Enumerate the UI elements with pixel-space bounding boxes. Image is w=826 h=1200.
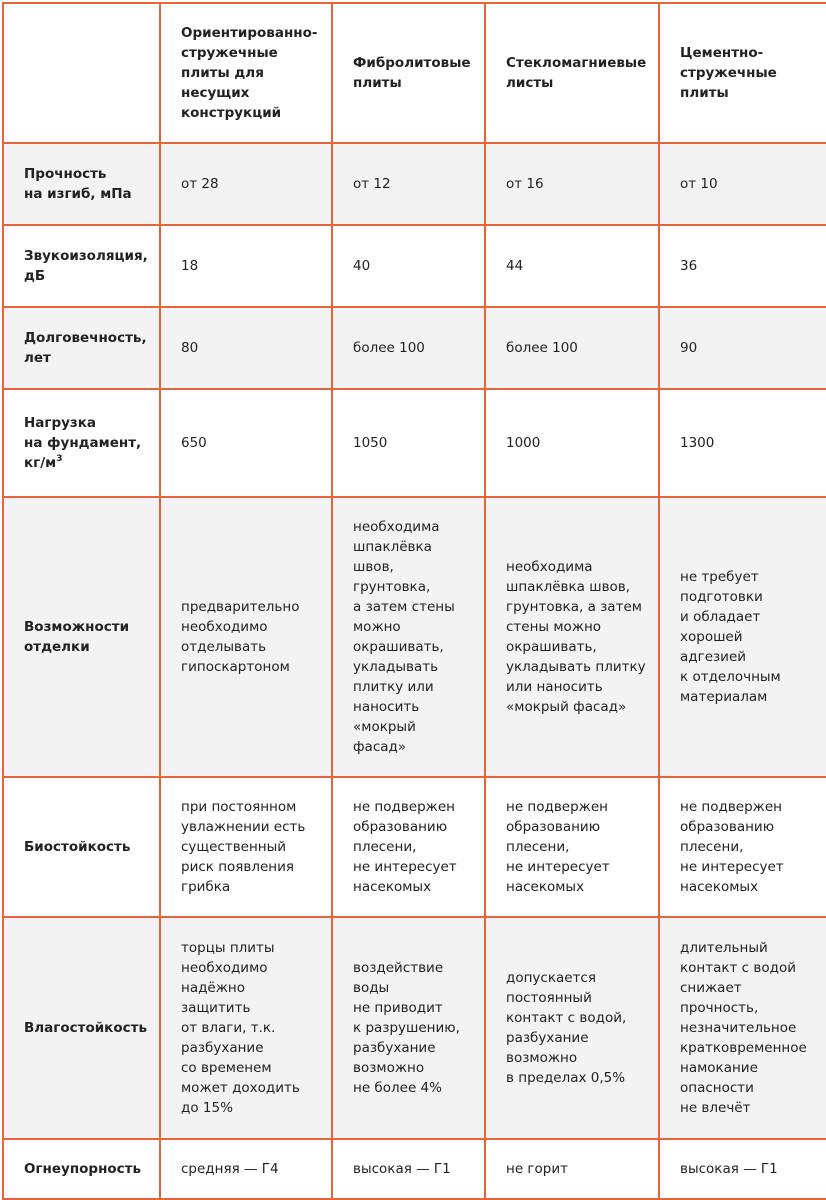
cell-strength-cement-particle: от 10 xyxy=(659,143,826,225)
cell-load-cement-particle: 1300 xyxy=(659,389,826,497)
cell-sound-cement-particle: 36 xyxy=(659,225,826,307)
row-label-moisture-resistance: Влагостойкость xyxy=(3,917,160,1139)
row-sound-insulation xyxy=(3,225,826,307)
column-header-osb: Ориентированно- стружечные плиты для несущих конструкций xyxy=(160,3,332,143)
row-label-durability: Долговечность, лет xyxy=(3,307,160,389)
cell-moisture-osb: торцы плиты необходимо надёжно защитить от влаги, т.к. разбухание со временем может доходить до 15% xyxy=(160,917,332,1139)
column-header-fibrolite: Фибролитовые плиты xyxy=(332,3,485,143)
cell-moisture-cement-particle: длительный контакт с водой снижает прочность, незначительное кратковременное намокание опасности не влечёт xyxy=(659,917,826,1139)
cell-bio-osb: при постоянном увлажнении есть существенный риск появления грибка xyxy=(160,777,332,917)
cell-durability-glass-magnesium: более 100 xyxy=(485,307,659,389)
cell-finishing-glass-magnesium: необходима шпаклёвка швов, грунтовка, а затем стены можно окрашивать, укладывать плитку или наносить «мокрый фасад» xyxy=(485,497,659,777)
cell-durability-cement-particle: 90 xyxy=(659,307,826,389)
cell-fire-osb: средняя — Г4 xyxy=(160,1139,332,1199)
cell-sound-glass-magnesium: 44 xyxy=(485,225,659,307)
row-foundation-load xyxy=(3,389,826,497)
row-label-strength: Прочность на изгиб, мПа xyxy=(3,143,160,225)
cell-load-osb: 650 xyxy=(160,389,332,497)
cell-moisture-glass-magnesium: допускается постоянный контакт с водой, разбухание возможно в пределах 0,5% xyxy=(485,917,659,1139)
cell-bio-cement-particle: не подвержен образованию плесени, не интересует насекомых xyxy=(659,777,826,917)
row-label-sound-insulation: Звукоизоляция, дБ xyxy=(3,225,160,307)
cell-durability-fibrolite: более 100 xyxy=(332,307,485,389)
cell-durability-osb: 80 xyxy=(160,307,332,389)
cell-strength-fibrolite: от 12 xyxy=(332,143,485,225)
cell-strength-osb: от 28 xyxy=(160,143,332,225)
row-label-finishing: Возможности отделки xyxy=(3,497,160,777)
cell-sound-osb: 18 xyxy=(160,225,332,307)
cell-sound-fibrolite: 40 xyxy=(332,225,485,307)
row-label-bio-resistance: Биостойкость xyxy=(3,777,160,917)
cell-finishing-cement-particle: не требует подготовки и обладает хорошей адгезией к отделочным материалам xyxy=(659,497,826,777)
superscript-three: 3 xyxy=(56,454,63,464)
cell-fire-cement-particle: высокая — Г1 xyxy=(659,1139,826,1199)
row-fire-resistance xyxy=(3,1139,826,1199)
cell-moisture-fibrolite: воздействие воды не приводит к разрушению, разбухание возможно не более 4% xyxy=(332,917,485,1139)
row-moisture-resistance xyxy=(3,917,826,1139)
cell-bio-fibrolite: не подвержен образованию плесени, не интересует насекомых xyxy=(332,777,485,917)
row-durability xyxy=(3,307,826,389)
cell-fire-fibrolite: высокая — Г1 xyxy=(332,1139,485,1199)
row-label-fire-resistance: Огнеупорность xyxy=(3,1139,160,1199)
column-header-glass-magnesium: Стекломагниевые листы xyxy=(485,3,659,143)
header-row xyxy=(3,3,826,143)
cell-finishing-fibrolite: необходима шпаклёвка швов, грунтовка, а затем стены можно окрашивать, укладывать плитку или наносить «мокрый фасад» xyxy=(332,497,485,777)
column-header-cement-particle: Цементно- стружечные плиты xyxy=(659,3,826,143)
corner-cell xyxy=(3,3,160,143)
row-bio-resistance xyxy=(3,777,826,917)
foundation-load-label: Нагрузка на фундамент, кг/м xyxy=(24,415,142,471)
cell-finishing-osb: предварительно необходимо отделывать гипоскартоном xyxy=(160,497,332,777)
row-label-foundation-load xyxy=(3,389,160,497)
cell-bio-glass-magnesium: не подвержен образованию плесени, не интересует насекомых xyxy=(485,777,659,917)
row-finishing xyxy=(3,497,826,777)
row-strength xyxy=(3,143,826,225)
cell-strength-glass-magnesium: от 16 xyxy=(485,143,659,225)
cell-load-fibrolite: 1050 xyxy=(332,389,485,497)
comparison-table xyxy=(2,2,826,1200)
cell-fire-glass-magnesium: не горит xyxy=(485,1139,659,1199)
cell-load-glass-magnesium: 1000 xyxy=(485,389,659,497)
